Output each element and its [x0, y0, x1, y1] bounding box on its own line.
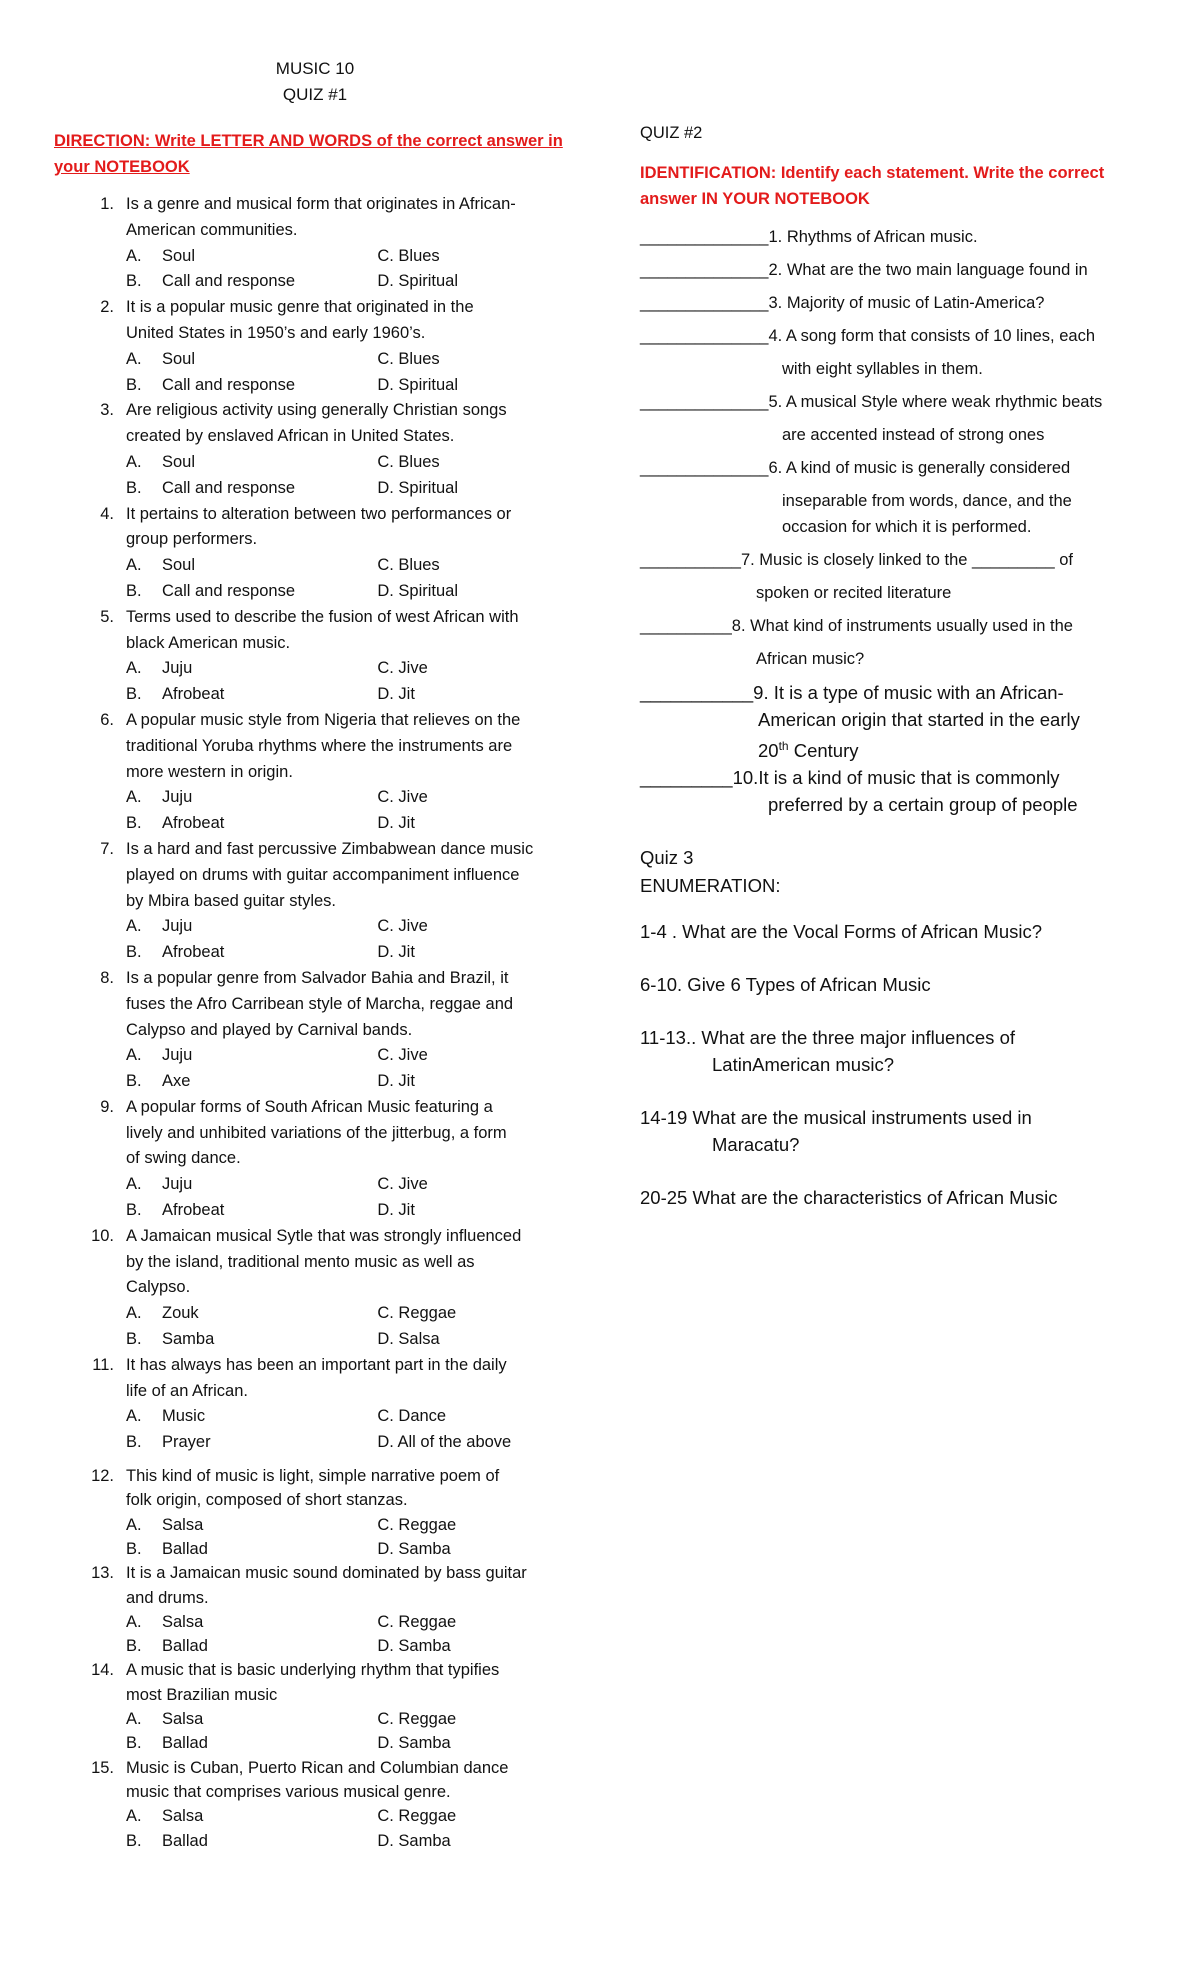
question-number: 2.	[100, 298, 114, 317]
option-text: Prayer	[162, 1433, 211, 1452]
quiz2-instruction: IDENTIFICATION: Identify each statement. Write the correct answer IN YOUR NOTEBOOK	[640, 164, 1105, 208]
question-item	[54, 1464, 572, 1561]
question-number: 1.	[100, 195, 114, 213]
question-item	[54, 295, 572, 398]
option-letter: A.	[126, 1175, 142, 1194]
question-text: by Mbira based guitar styles.	[126, 891, 337, 910]
option-letter: A.	[126, 1046, 142, 1065]
question-text: It has always has been an important part in the daily	[126, 1355, 507, 1374]
question-text: music that comprises various musical genre.	[126, 1782, 451, 1801]
option-letter: A.	[126, 788, 142, 807]
question-number: 10.	[91, 1226, 114, 1245]
option-letter: B.	[126, 1637, 142, 1656]
option-text: Juju	[162, 1046, 193, 1065]
option-choice: D. All of the above	[377, 1433, 512, 1452]
option-text: Call and response	[162, 478, 295, 497]
identification-continuation: with eight syllables in them.	[782, 360, 983, 378]
option-letter: B.	[126, 272, 142, 291]
question-number: 8.	[100, 968, 114, 987]
option-letter: B.	[126, 1330, 142, 1349]
option-text: Soul	[162, 246, 196, 265]
option-choice: C. Blues	[377, 556, 440, 575]
enumeration-continuation: Maracatu?	[712, 1134, 800, 1156]
question-text: A popular forms of South African Music featuring a	[126, 1097, 493, 1116]
question-item	[54, 605, 572, 708]
question-item	[54, 1756, 572, 1853]
option-choice: C. Jive	[377, 788, 428, 807]
option-text: Afrobeat	[162, 1201, 225, 1220]
option-row	[126, 1707, 572, 1731]
option-choice: D. Samba	[377, 1831, 451, 1850]
question-text: Is a popular genre from Salvador Bahia and Brazil, it	[126, 968, 509, 987]
enumeration-continuation: LatinAmerican music?	[712, 1054, 894, 1076]
option-text: Afrobeat	[162, 814, 225, 833]
question-item	[54, 398, 572, 501]
question-text: A music that is basic underlying rhythm that typifies	[126, 1661, 500, 1680]
option-choice	[126, 1430, 377, 1456]
option-choice	[126, 450, 377, 476]
question-text: group performers.	[126, 530, 258, 549]
question-text: Are religious activity using generally Christian songs	[126, 401, 507, 420]
option-choice: D. Spiritual	[377, 272, 459, 291]
option-choice	[126, 1610, 377, 1634]
question-item	[54, 1095, 572, 1224]
option-choice: C. Jive	[377, 1046, 428, 1065]
question-text: folk origin, composed of short stanzas.	[126, 1491, 408, 1510]
option-choice	[126, 1731, 377, 1755]
option-row	[126, 1537, 572, 1561]
option-letter: B.	[126, 1539, 142, 1558]
option-letter: B.	[126, 1831, 142, 1850]
question-number: 11.	[92, 1355, 114, 1374]
question-item	[54, 1353, 572, 1456]
option-text: Salsa	[162, 1710, 204, 1729]
option-text: Soul	[162, 349, 196, 368]
question-number: 9.	[100, 1097, 114, 1116]
question-text: It pertains to alteration between two performances or	[126, 504, 512, 523]
option-row	[126, 914, 572, 940]
question-text: life of an African.	[126, 1381, 248, 1400]
identification-continuation: African music?	[756, 650, 865, 668]
option-letter: B.	[126, 1734, 142, 1753]
option-choice	[126, 579, 377, 605]
option-letter: A.	[126, 556, 142, 575]
option-row	[126, 656, 572, 682]
question-number: 14.	[91, 1661, 114, 1680]
option-choice	[126, 476, 377, 502]
question-item	[54, 502, 572, 605]
enumeration-item: 6-10. Give 6 Types of African Music	[640, 974, 931, 996]
option-choice: C. Reggae	[377, 1304, 457, 1323]
option-choice: D. Spiritual	[377, 478, 459, 497]
question-text: Is a genre and musical form that originates in African-	[126, 195, 516, 213]
option-choice: C. Jive	[377, 659, 428, 678]
option-letter: B.	[126, 685, 142, 704]
question-item	[54, 837, 572, 966]
option-choice: D. Jit	[377, 943, 415, 962]
option-letter: A.	[126, 246, 142, 265]
option-choice: C. Jive	[377, 1175, 428, 1194]
option-text: Ballad	[162, 1734, 208, 1753]
option-choice	[126, 1707, 377, 1731]
option-letter: A.	[126, 1612, 142, 1631]
option-letter: B.	[126, 814, 142, 833]
option-choice	[126, 1301, 377, 1327]
quiz3-section	[640, 844, 1160, 1211]
question-text: by the island, traditional mento music as well as	[126, 1252, 475, 1271]
enumeration-item: 11-13.. What are the three major influences of	[640, 1027, 1015, 1049]
option-choice	[126, 553, 377, 579]
identification-item: ______________2. What are the two main language found in	[640, 261, 1088, 279]
identification-continuation: inseparable from words, dance, and the	[782, 492, 1072, 510]
option-row	[126, 1043, 572, 1069]
question-item	[54, 708, 572, 837]
option-choice: C. Jive	[377, 917, 428, 936]
option-choice: D. Jit	[377, 814, 415, 833]
question-text: Terms used to describe the fusion of west African with	[126, 607, 519, 626]
option-text: Juju	[162, 788, 193, 807]
option-row	[126, 1172, 572, 1198]
question-text: lively and unhibited variations of the jitterbug, a form	[126, 1123, 507, 1142]
option-choice: C. Blues	[377, 349, 440, 368]
question-number: 7.	[100, 839, 114, 858]
question-item	[54, 192, 572, 295]
identification-item: ______________5. A musical Style where weak rhythmic beats	[640, 393, 1103, 411]
question-number: 12.	[91, 1467, 114, 1486]
option-text: Salsa	[162, 1807, 204, 1826]
identification-item: ______________6. A kind of music is generally considered	[640, 459, 1071, 477]
page-title: MUSIC 10	[275, 59, 355, 78]
option-text: Soul	[162, 556, 196, 575]
question-list	[54, 192, 572, 1853]
option-choice: D. Jit	[377, 1201, 415, 1220]
option-letter: B.	[126, 375, 142, 394]
option-choice	[126, 1634, 377, 1658]
option-choice: D. Jit	[377, 1072, 415, 1091]
question-number: 5.	[100, 607, 114, 626]
option-choice: D. Samba	[377, 1734, 451, 1753]
option-letter: B.	[126, 1072, 142, 1091]
option-choice: C. Reggae	[377, 1612, 457, 1631]
question-number: 15.	[91, 1758, 114, 1777]
option-row	[126, 579, 572, 605]
quiz1-section	[54, 128, 572, 1853]
option-choice	[126, 1804, 377, 1828]
option-row	[126, 1804, 572, 1828]
ordinal-suffix: th	[778, 739, 789, 753]
option-letter: A.	[126, 1515, 142, 1534]
option-choice: D. Jit	[377, 685, 415, 704]
question-text: Calypso and played by Carnival bands.	[126, 1020, 413, 1039]
option-row	[126, 1610, 572, 1634]
option-text: Ballad	[162, 1539, 208, 1558]
question-number: 6.	[100, 710, 114, 729]
option-row	[126, 553, 572, 579]
option-choice	[126, 1537, 377, 1561]
ordinal-number: 20	[758, 740, 779, 762]
quiz2-section	[640, 120, 1160, 1211]
question-text: United States in 1950’s and early 1960’s.	[126, 323, 426, 342]
question-text: traditional Yoruba rhythms where the instruments are	[126, 736, 513, 755]
option-letter: A.	[126, 917, 142, 936]
option-text: Juju	[162, 917, 193, 936]
option-text: Ballad	[162, 1637, 208, 1656]
option-choice	[126, 269, 377, 295]
option-choice: C. Reggae	[377, 1807, 457, 1826]
question-text: It is a Jamaican music sound dominated by bass guitar	[126, 1564, 527, 1583]
option-row	[126, 1301, 572, 1327]
option-choice	[126, 811, 377, 837]
question-text: more western in origin.	[126, 762, 293, 781]
identification-item: ___________7. Music is closely linked to the _________ of	[640, 551, 1073, 569]
option-text: Music	[162, 1407, 206, 1426]
question-text: A popular music style from Nigeria that relieves on the	[126, 710, 521, 729]
option-row	[126, 1327, 572, 1353]
option-row	[126, 450, 572, 476]
question-text: most Brazilian music	[126, 1685, 278, 1704]
question-number: 13.	[91, 1564, 114, 1583]
option-row	[126, 476, 572, 502]
option-choice: D. Salsa	[377, 1330, 440, 1349]
identification-continuation: preferred by a certain group of people	[768, 794, 1078, 816]
option-choice: C. Reggae	[377, 1515, 457, 1534]
option-choice	[126, 1513, 377, 1537]
quiz1-title: QUIZ #1	[282, 85, 348, 104]
identification-continuation: American origin that started in the early	[758, 709, 1080, 730]
identification-item: ___________9. It is a type of music with an African-	[640, 682, 1064, 703]
option-text: Call and response	[162, 272, 295, 291]
option-choice	[126, 244, 377, 270]
option-choice	[126, 1829, 377, 1853]
question-text: of swing dance.	[126, 1149, 241, 1168]
option-choice	[126, 682, 377, 708]
option-letter: B.	[126, 1201, 142, 1220]
question-text: It is a popular music genre that originated in the	[126, 298, 474, 317]
quiz3-subtitle: ENUMERATION:	[640, 875, 781, 897]
option-choice: D. Samba	[377, 1637, 451, 1656]
option-text: Call and response	[162, 581, 295, 600]
option-text: Ballad	[162, 1831, 208, 1850]
option-row	[126, 1513, 572, 1537]
question-text: created by enslaved African in United States.	[126, 427, 455, 446]
option-letter: A.	[126, 349, 142, 368]
option-choice	[126, 1172, 377, 1198]
option-choice	[126, 1404, 377, 1430]
option-choice: D. Samba	[377, 1539, 451, 1558]
identification-item: ______________4. A song form that consists of 10 lines, each	[640, 327, 1095, 345]
question-text: American communities.	[126, 220, 298, 239]
option-letter: A.	[126, 659, 142, 678]
option-choice	[126, 1327, 377, 1353]
question-text: black American music.	[126, 633, 291, 652]
option-choice	[126, 785, 377, 811]
identification-item: ______________1. Rhythms of African music.	[640, 228, 978, 246]
option-row	[126, 940, 572, 966]
identification-continuation: occasion for which it is performed.	[782, 518, 1032, 536]
option-row	[126, 373, 572, 399]
option-row	[126, 269, 572, 295]
enumeration-item: 14-19 What are the musical instruments used in	[640, 1107, 1032, 1129]
option-row	[126, 811, 572, 837]
option-choice	[126, 373, 377, 399]
century-label: Century	[788, 740, 859, 762]
option-letter: B.	[126, 1433, 142, 1452]
option-row	[126, 682, 572, 708]
option-row	[126, 1731, 572, 1755]
question-item	[54, 966, 572, 1095]
option-text: Salsa	[162, 1515, 204, 1534]
option-choice	[126, 1069, 377, 1095]
question-text: This kind of music is light, simple narrative poem of	[126, 1467, 500, 1486]
option-choice	[126, 1043, 377, 1069]
option-text: Juju	[162, 1175, 193, 1194]
option-choice: C. Dance	[377, 1407, 447, 1426]
question-number: 4.	[100, 504, 114, 523]
option-letter: A.	[126, 1807, 142, 1826]
option-choice	[126, 940, 377, 966]
identification-continuation	[640, 733, 1160, 764]
option-row	[126, 1404, 572, 1430]
option-letter: B.	[126, 581, 142, 600]
option-text: Zouk	[162, 1304, 199, 1323]
identification-item: _________10.It is a kind of music that is commonly	[640, 767, 1060, 789]
option-text: Salsa	[162, 1612, 204, 1631]
option-row	[126, 1829, 572, 1853]
identification-continuation: are accented instead of strong ones	[782, 426, 1045, 444]
option-text: Call and response	[162, 375, 295, 394]
option-row	[126, 244, 572, 270]
question-text: A Jamaican musical Sytle that was strongly influenced	[126, 1226, 522, 1245]
quiz1-direction: DIRECTION: Write LETTER AND WORDS of the correct answer in your NOTEBOOK	[54, 132, 563, 176]
identification-item: ______________3. Majority of music of Latin-America?	[640, 294, 1045, 312]
question-text: Music is Cuban, Puerto Rican and Columbian dance	[126, 1758, 509, 1777]
question-text: fuses the Afro Carribean style of Marcha, reggae and	[126, 994, 514, 1013]
option-choice: D. Spiritual	[377, 581, 459, 600]
option-choice: C. Blues	[377, 246, 440, 265]
enumeration-item: 20-25 What are the characteristics of African Music	[640, 1187, 1058, 1209]
option-row	[126, 347, 572, 373]
option-choice	[126, 1198, 377, 1224]
option-letter: A.	[126, 1710, 142, 1729]
quiz3-title: Quiz 3	[640, 847, 694, 869]
question-item	[54, 1561, 572, 1658]
identification-continuation: spoken or recited literature	[756, 584, 952, 602]
option-letter: A.	[126, 1407, 142, 1426]
option-row	[126, 785, 572, 811]
option-choice	[126, 914, 377, 940]
option-row	[126, 1069, 572, 1095]
option-choice: C. Blues	[377, 452, 440, 471]
question-number: 3.	[100, 401, 114, 420]
identification-item: __________8. What kind of instruments usually used in the	[640, 617, 1073, 635]
option-choice	[126, 656, 377, 682]
option-letter: B.	[126, 943, 142, 962]
option-row	[126, 1198, 572, 1224]
question-item	[54, 1224, 572, 1353]
option-choice	[126, 347, 377, 373]
option-text: Afrobeat	[162, 943, 225, 962]
option-choice: D. Spiritual	[377, 375, 459, 394]
enumeration-item: 1-4 . What are the Vocal Forms of African Music?	[640, 921, 1043, 943]
question-text: Is a hard and fast percussive Zimbabwean dance music	[126, 839, 534, 858]
option-row	[126, 1430, 572, 1456]
option-text: Afrobeat	[162, 685, 225, 704]
question-text: and drums.	[126, 1588, 209, 1607]
option-text: Axe	[162, 1072, 191, 1091]
page-header	[0, 56, 630, 108]
option-text: Soul	[162, 452, 196, 471]
option-letter: A.	[126, 1304, 142, 1323]
option-text: Samba	[162, 1330, 215, 1349]
option-letter: A.	[126, 452, 142, 471]
option-row	[126, 1634, 572, 1658]
option-letter: B.	[126, 478, 142, 497]
question-text: Calypso.	[126, 1278, 191, 1297]
option-choice: C. Reggae	[377, 1710, 457, 1729]
quiz2-title: QUIZ #2	[640, 124, 703, 142]
question-text: played on drums with guitar accompaniment influence	[126, 865, 520, 884]
option-text: Juju	[162, 659, 193, 678]
question-item	[54, 1658, 572, 1755]
